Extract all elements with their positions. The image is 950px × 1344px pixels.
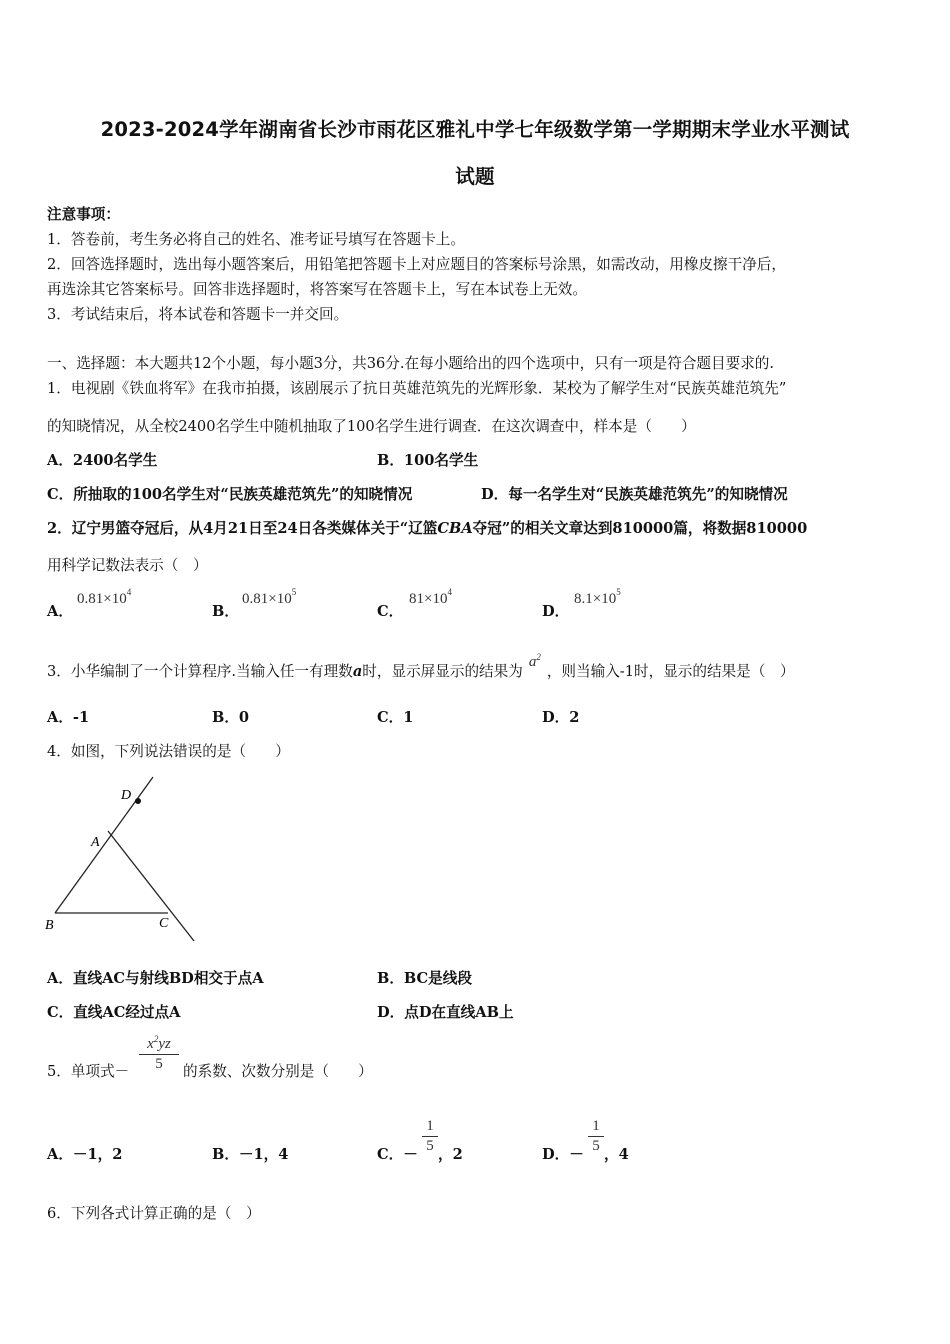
question-2-option-d-expr: $8.1\times 10^5$ [574,587,621,607]
notice-item: 1．答卷前，考生务必将自己的姓名、准考证号填写在答题卡上。 [47,231,465,248]
question-2-option-a-expr: $0.81\times 10^4$ [77,587,132,607]
question-5-option-c-letter: C．－ [377,1146,418,1163]
question-1-stem: 1．电视剧《铁血将军》在我市拍摄，该剧展示了抗日英雄范筑先的光辉形象．某校为了解学生对“民族英雄范筑先” [47,380,787,397]
question-3-option-b: B．0 [212,709,250,726]
label-d: D [121,788,132,803]
question-5-option-a: A．－1，2 [47,1146,123,1163]
notice-item: 2．回答选择题时，选出每小题答案后，用铅笔把答题卡上对应题目的答案标号涂黑，如需改动，用橡皮擦干净后， [47,256,786,273]
question-3-option-c: C．1 [377,709,414,726]
question-3-option-d: D．2 [542,709,580,726]
question-4-option-a: A．直线AC与射线BD相交于点A [47,970,264,987]
notice-item: 再选涂其它答案标号。回答非选择题时，将答案写在答题卡上，写在本试卷上无效。 [47,281,587,298]
question-1-option-c: C．所抽取的100名学生对“民族英雄范筑先”的知晓情况 [47,486,413,503]
question-2-stem: 2．辽宁男篮夺冠后，从4月21日至24日各类媒体关于“辽篮CBA夺冠”的相关文章达到810000篇，将数据810000 [47,520,808,537]
question-5-option-d-fraction: 1 5 [588,1118,604,1155]
section-heading: 一、选择题：本大题共12个小题，每小题3分，共36分.在每小题给出的四个选项中，只有一项是符合题目要求的. [47,355,775,372]
question-6-stem: 6．下列各式计算正确的是（ ） [47,1205,261,1222]
question-5-option-d-rest: ，4 [604,1146,629,1163]
question-5-fraction: $x^2yz$ 5 [139,1036,179,1073]
question-2-stem-cont: 用科学记数法表示（ ） [47,557,208,574]
notice-heading: 注意事项： [47,206,120,223]
line-ac [108,831,194,941]
question-2-option-b-expr: $0.81\times 10^5$ [242,587,297,607]
question-5-option-b: B．－1，4 [212,1146,289,1163]
question-2-option-a-letter: A． [47,603,73,620]
question-2-option-c-letter: C． [377,603,404,620]
question-1-option-b: B．100名学生 [377,452,479,469]
question-5-stem-pre: 5．单项式－ [47,1063,130,1080]
question-4-option-b: B．BC是线段 [377,970,472,987]
page-title-continued: 试题 [455,165,495,188]
question-2-option-d-letter: D． [542,603,570,620]
label-b: B [45,918,54,933]
question-4-option-d: D．点D在直线AB上 [377,1004,514,1021]
question-4-option-c: C．直线AC经过点A [47,1004,181,1021]
point-d [135,798,141,804]
label-c: C [159,916,169,931]
question-5-option-c-rest: ，2 [438,1146,463,1163]
question-5-option-c-fraction: 1 5 [422,1118,438,1155]
question-3-stem: 3．小华编制了一个计算程序.当输入任一有理数a时，显示屏显示的结果为$a^2$，则当输入-1时，显示的结果是（ ） [47,652,795,680]
question-2-option-c-expr: $81\times 10^4$ [409,587,452,607]
question-1-stem-cont: 的知晓情况，从全校2400名学生中随机抽取了100名学生进行调查．在这次调查中，样本是（ ） [47,418,696,435]
question-5-option-d-letter: D．－ [542,1146,584,1163]
question-2-option-b-letter: B． [212,603,239,620]
notice-item: 3．考试结束后，将本试卷和答题卡一并交回。 [47,306,349,323]
question-3-option-a: A．-1 [47,709,90,726]
question-5-stem-post: 的系数、次数分别是（ ） [183,1063,373,1080]
line-bd [55,777,153,913]
page-title: 2023-2024学年湖南省长沙市雨花区雅礼中学七年级数学第一学期期末学业水平测试 [100,118,850,141]
geometry-figure [40,775,210,950]
question-4-stem: 4．如图，下列说法错误的是（ ） [47,743,290,760]
question-1-option-d: D．每一名学生对“民族英雄范筑先”的知晓情况 [481,486,788,503]
label-a: A [91,835,100,850]
question-1-option-a: A．2400名学生 [47,452,158,469]
